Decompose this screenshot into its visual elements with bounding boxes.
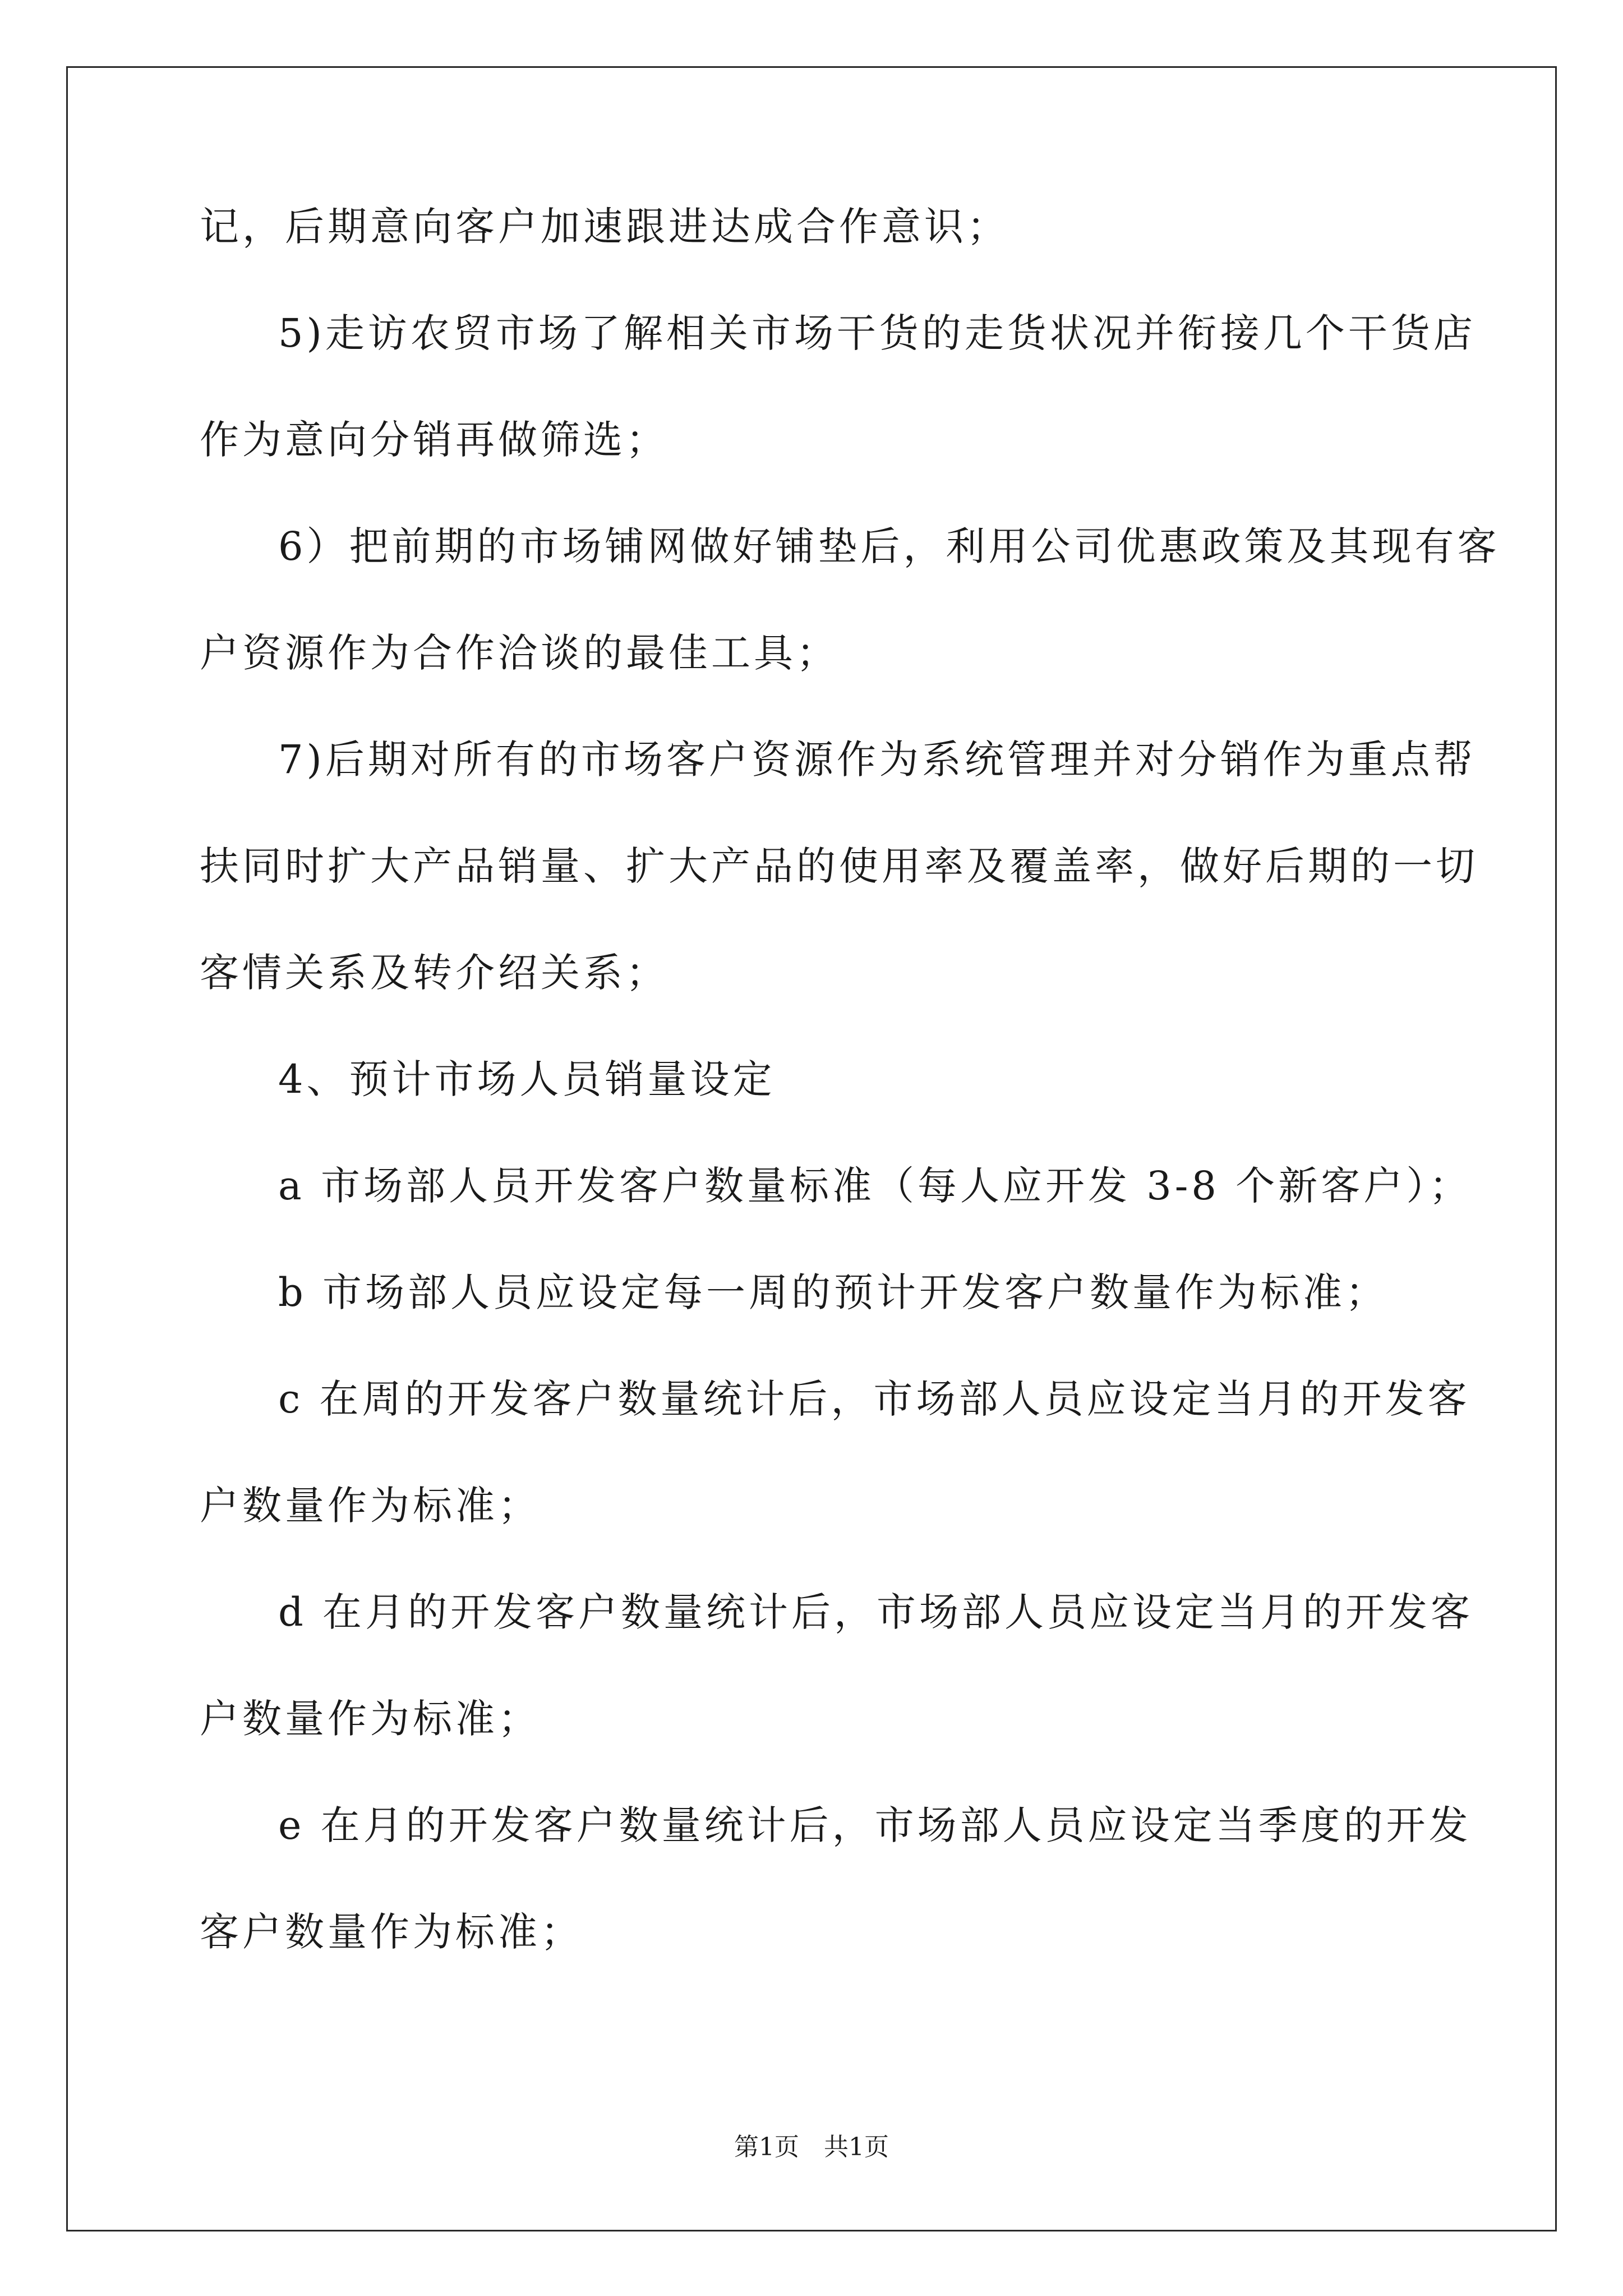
paragraph-line: b 市场部人员应设定每一周的预计开发客户数量作为标准； [278, 1269, 1389, 1315]
paragraph-line: 客户数量作为标准； [200, 1909, 583, 1955]
paragraph-line: 记，后期意向客户加速跟进达成合作意识； [200, 204, 1009, 250]
paragraph-line: c 在周的开发客户数量统计后，市场部人员应设定当月的开发客 [278, 1376, 1470, 1422]
paragraph-line: e 在月的开发客户数量统计后，市场部人员应设定当季度的开发 [278, 1802, 1472, 1848]
paragraph-line: 户数量作为标准； [200, 1696, 541, 1742]
paragraph-line: a 市场部人员开发客户数量标准（每人应开发 3-8 个新客户）； [278, 1163, 1472, 1209]
page-number: 第1页 共1页 [734, 2133, 889, 2161]
section-heading: 4、预计市场人员销量设定 [278, 1056, 776, 1102]
paragraph-line: 客情关系及转介绍关系； [200, 950, 668, 996]
paragraph-line: d 在月的开发客户数量统计后，市场部人员应设定当月的开发客 [278, 1589, 1474, 1635]
paragraph-line: 扶同时扩大产品销量、扩大产品的使用率及覆盖率，做好后期的一切 [200, 843, 1478, 889]
paragraph-line: 作为意向分销再做筛选； [200, 417, 668, 463]
paragraph-line: 5)走访农贸市场了解相关市场干货的走货状况并衔接几个干货店 [278, 310, 1476, 356]
paragraph-line: 户数量作为标准； [200, 1483, 541, 1529]
paragraph-line: 6）把前期的市场铺网做好铺垫后，利用公司优惠政策及其现有客 [278, 523, 1500, 569]
paragraph-line: 7)后期对所有的市场客户资源作为系统管理并对分销作为重点帮 [278, 737, 1476, 783]
paragraph-line: 户资源作为合作洽谈的最佳工具； [200, 630, 839, 676]
